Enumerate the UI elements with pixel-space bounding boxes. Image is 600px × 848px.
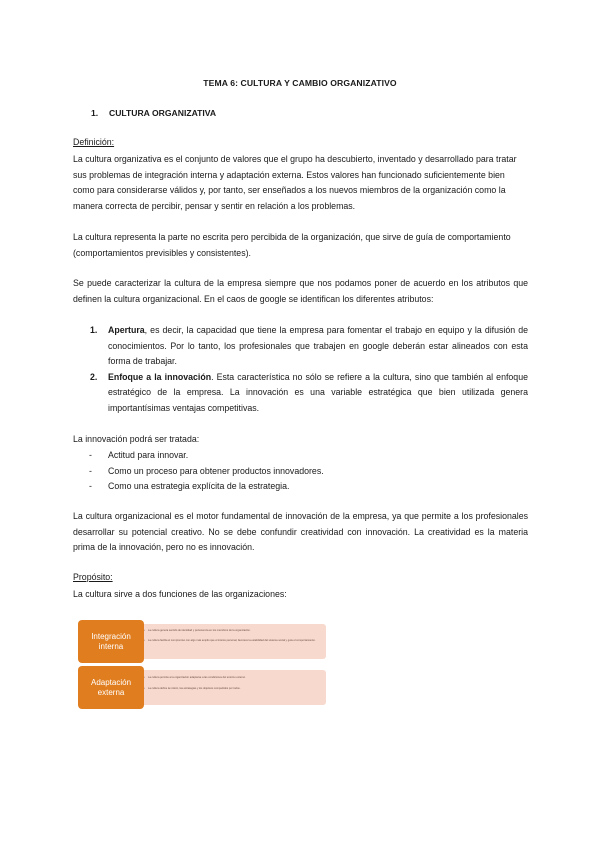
section-label: CULTURA ORGANIZATIVA bbox=[109, 108, 217, 118]
proposito-heading: Propósito: bbox=[73, 572, 113, 582]
definicion-heading: Definición: bbox=[73, 137, 115, 147]
integracion-bullet: • La cultura facilita el compromiso con algo más amplio que el interés personal, favorece la estabilidad del sistema social y guía el comportamiento. bbox=[148, 639, 320, 642]
proposito-intro: La cultura sirve a dos funciones de las organizaciones: bbox=[73, 589, 287, 599]
adaptacion-bullet: • La cultura permite a la organización adaptarse a las condiciones del entorno externo. bbox=[148, 676, 320, 679]
atributos-list bbox=[73, 323, 528, 417]
atributo-title: Apertura bbox=[108, 325, 145, 335]
adaptacion-bullet: • La cultura define la misión, las estrategias y los objetivos compartidos por todos. bbox=[148, 687, 320, 690]
document-title: TEMA 6: CULTURA Y CAMBIO ORGANIZATIVO bbox=[203, 78, 397, 88]
definicion-paragraph-3: Se puede caracterizar la cultura de la empresa siempre que nos podamos poner de acuerdo en los atributos que definen la cultura organizacional. En el caos de google se identifican los diferentes atributos: bbox=[73, 278, 528, 304]
atributo-text: . Esta característica no sólo se refiere a la cultura, sino que también al enfoque estratégico de la empresa. La innovación es una variable estratégica que bien utilizada genera importantísimas ventajas competitivas. bbox=[108, 371, 528, 413]
integracion-bullet: • La cultura genera sentido de identidad y pertenencia en los miembros de la organización. bbox=[148, 629, 320, 632]
integracion-box: Integración interna bbox=[78, 620, 144, 663]
integracion-panel bbox=[140, 624, 326, 659]
atributo-title: Enfoque a la innovación bbox=[108, 371, 212, 382]
atributo-number: 2. bbox=[90, 371, 98, 382]
section-heading bbox=[91, 108, 216, 118]
innovacion-paragraph: La cultura organizacional es el motor fundamental de innovación de la empresa, ya que permite a los profesionales desarrollar su potencial creativo. No se debe confundir creatividad con innovación. La creatividad es la materia prima de la innovación, pero no es innovación. bbox=[73, 511, 528, 553]
diagram-row-adaptacion bbox=[78, 666, 328, 709]
atributo-text: , es decir, la capacidad que tiene la empresa para fomentar el trabajo en equipo y la difusión de conocimientos. Por lo tanto, los profesionales que trabajen en google deberán estar alineados con esta forma de trabajar. bbox=[108, 325, 528, 367]
definicion-paragraph-2: La cultura representa la parte no escrita pero percibida de la organización, que sirve de guía de comportamiento (comportamientos previsibles y consistentes). bbox=[73, 232, 511, 258]
innovacion-item: - Como una estrategia explícita de la estrategia. bbox=[89, 481, 290, 492]
cultura-functions-diagram bbox=[78, 617, 328, 707]
innovacion-intro: La innovación podrá ser tratada: bbox=[73, 434, 200, 444]
atributo-number: 1. bbox=[90, 325, 98, 335]
diagram-row-integracion bbox=[78, 620, 328, 663]
innovacion-item: - Actitud para innovar. bbox=[89, 450, 189, 460]
innovacion-list bbox=[73, 448, 528, 495]
innovacion-item: - Como un proceso para obtener productos innovadores. bbox=[89, 465, 324, 476]
atributo-item bbox=[73, 323, 528, 370]
adaptacion-box: Adaptación externa bbox=[78, 666, 144, 709]
atributo-item bbox=[73, 370, 528, 417]
section-number: 1. bbox=[91, 108, 99, 118]
adaptacion-panel bbox=[140, 670, 326, 705]
definicion-paragraph-1: La cultura organizativa es el conjunto de valores que el grupo ha descubierto, inventado y desarrollado para tratar sus problemas de integración interna y adaptación externa. Estos valores han funcionado suficientemente bien como para considerarse válidos y, por tanto, ser enseñados a los nuevos miembros de la organización como la manera correcta de percibir, pensar y sentir en relación a los problemas. bbox=[73, 154, 517, 211]
